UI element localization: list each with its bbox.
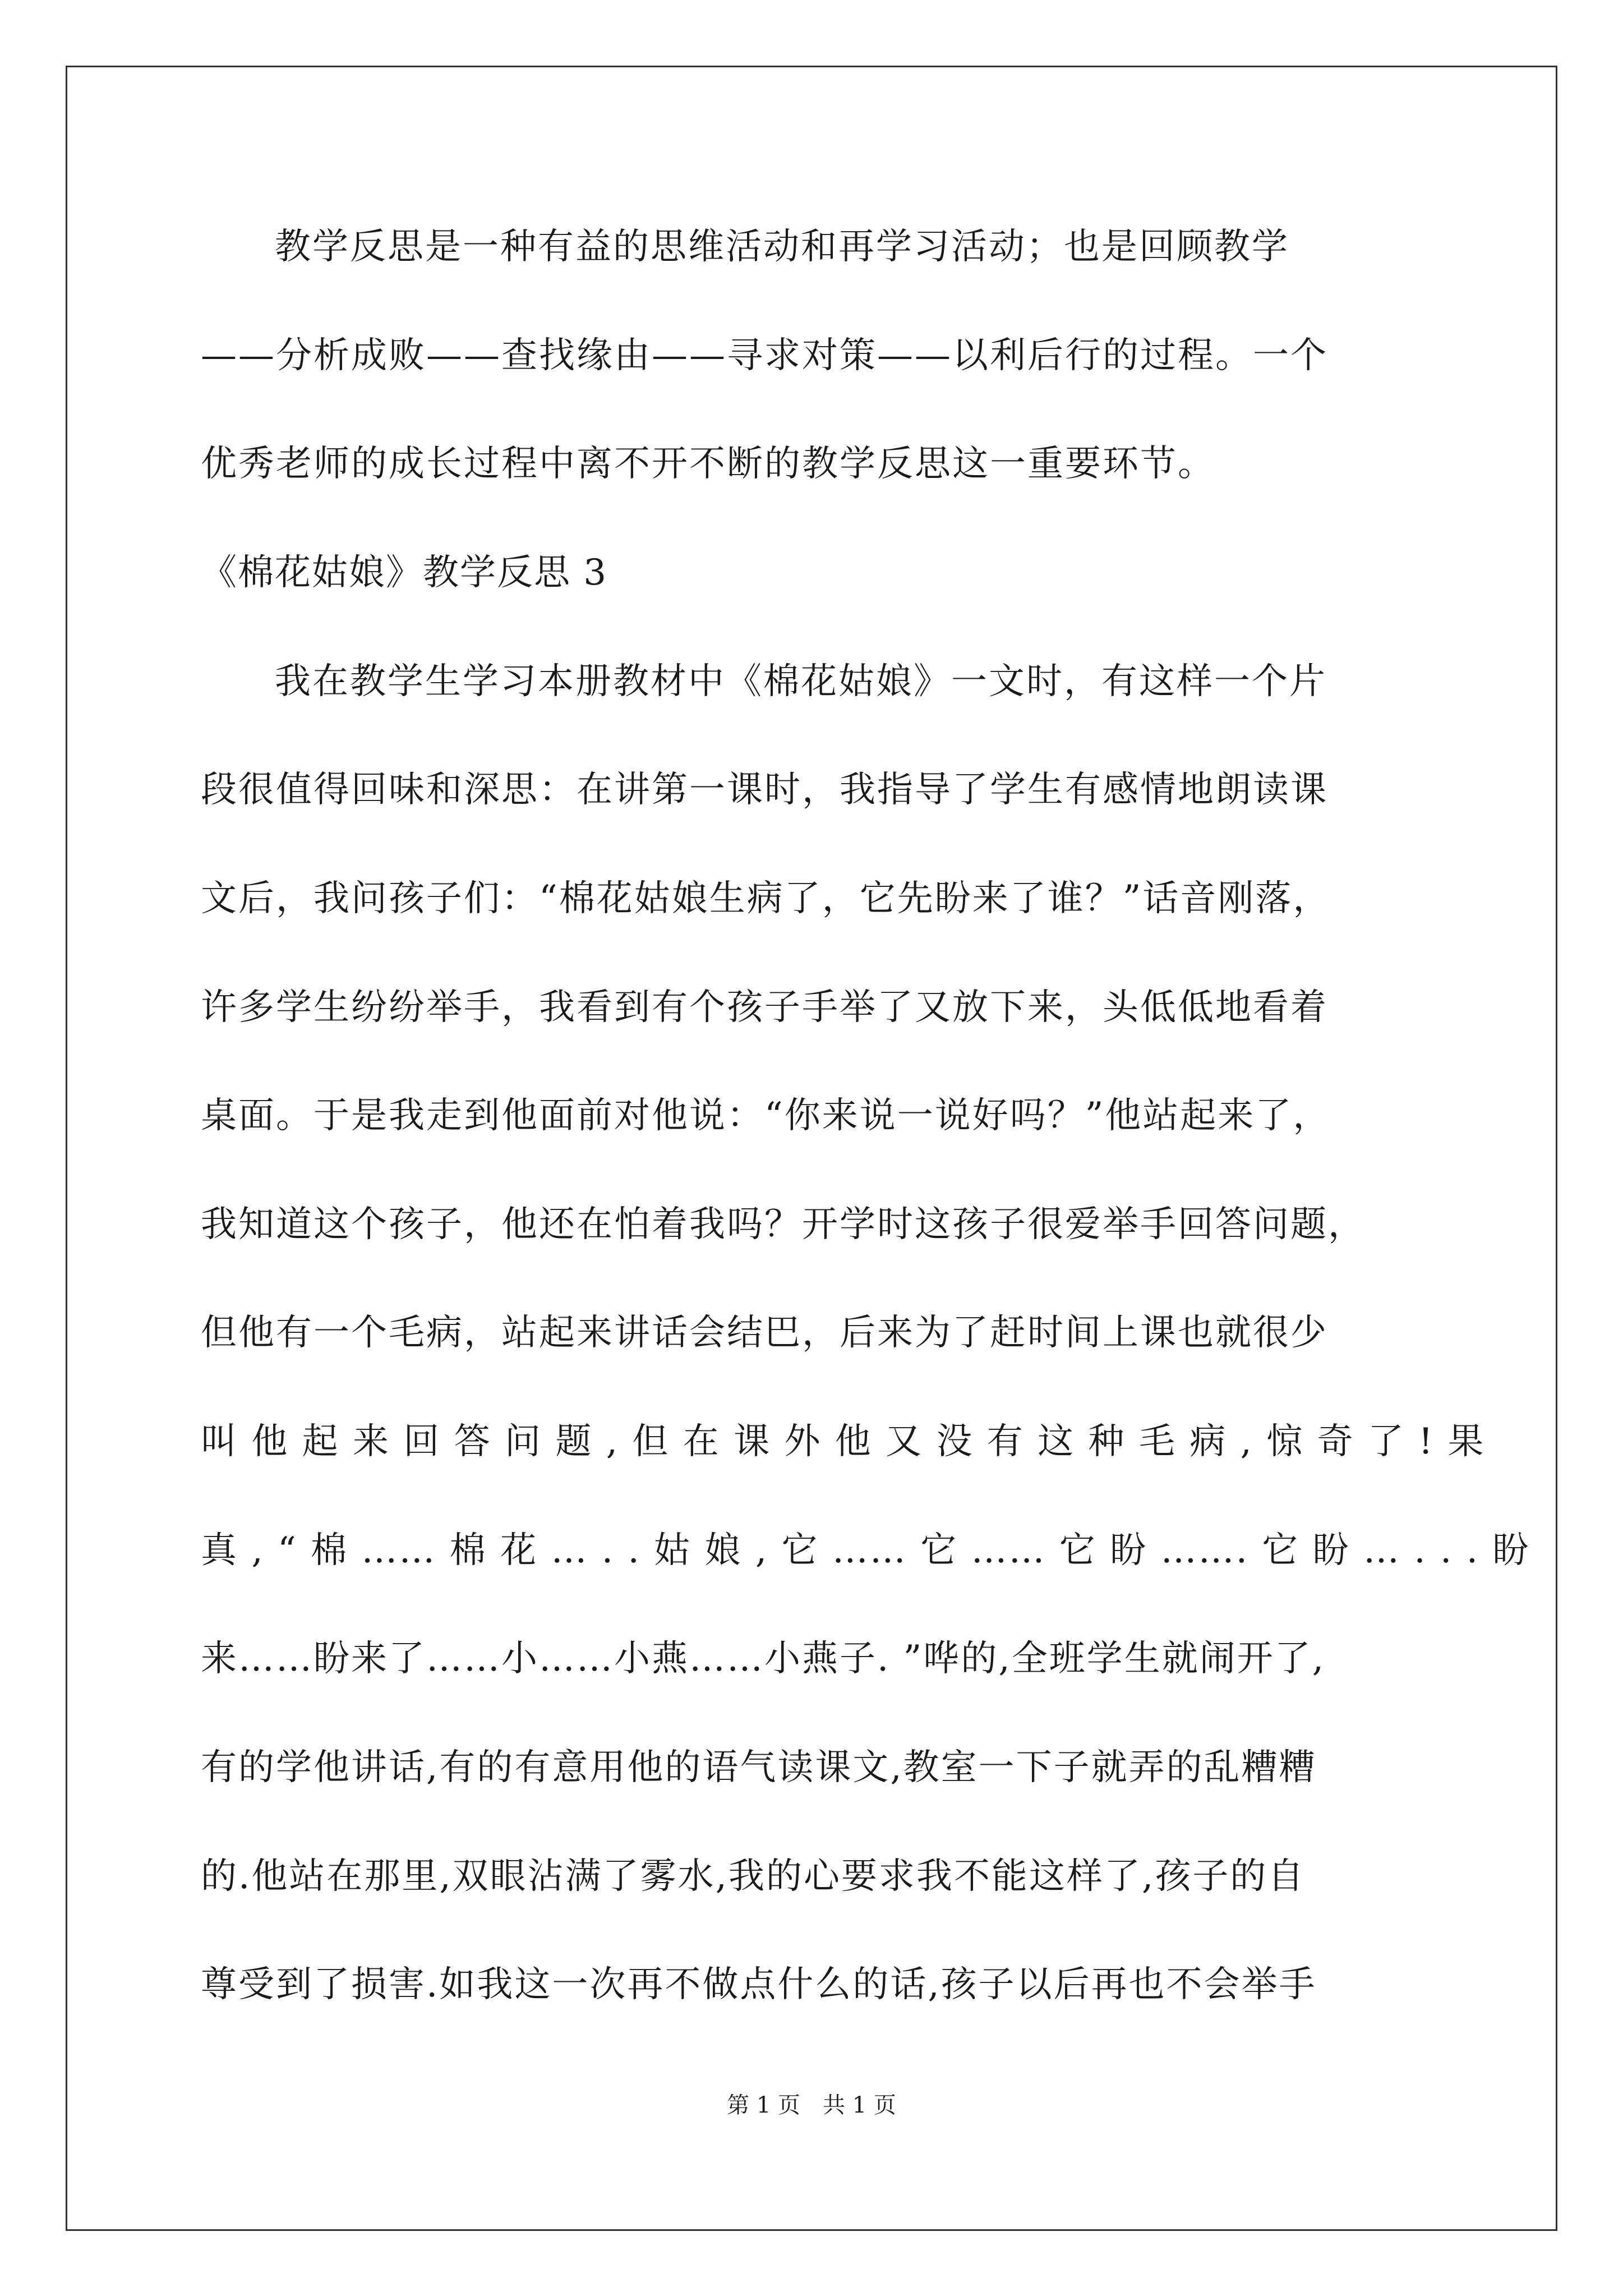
body-paragraph-line: 文后，我问孩子们：“棉花姑娘生病了，它先盼来了谁？”话音刚落， [201, 878, 1331, 919]
body-paragraph-line: 叫 他 起 来 回 答 问 题 , 但 在 课 外 他 又 没 有 这 种 毛 病 , 惊 奇 了 ! 果 [201, 1421, 1486, 1462]
intro-paragraph-line: 优秀老师的成长过程中离不开不断的教学反思这一重要环节。 [201, 443, 1215, 485]
page-border [66, 66, 1557, 2231]
section-title: 《棉花姑娘》教学反思 3 [201, 552, 608, 593]
body-paragraph-line: 但他有一个毛病，站起来讲话会结巴，后来为了赶时间上课也就很少 [201, 1312, 1328, 1354]
page-number-footer: 第 1 页 共 1 页 [727, 2092, 896, 2118]
body-paragraph-line: 许多学生纷纷举手，我看到有个孩子手举了又放下来，头低低地看着 [201, 987, 1328, 1028]
intro-paragraph-line: 教学反思是一种有益的思维活动和再学习活动；也是回顾教学 [275, 226, 1289, 268]
body-paragraph-line: 真 , “ 棉 …… 棉 花 … . . 姑 娘 , 它 …… 它 …… 它 盼 ……. 它 盼 … . . . 盼 [201, 1530, 1530, 1571]
body-paragraph-line: 段很值得回味和深思：在讲第一课时，我指导了学生有感情地朗读课 [201, 769, 1328, 811]
body-paragraph-line: 桌面。于是我走到他面前对他说：“你来说一说好吗？”他站起来了， [201, 1095, 1331, 1137]
body-paragraph-line: 我知道这个孩子，他还在怕着我吗？开学时这孩子很爱举手回答问题， [201, 1204, 1366, 1245]
body-paragraph-line: 我在教学生学习本册教材中《棉花姑娘》一文时，有这样一个片 [275, 661, 1327, 702]
body-paragraph-line: 来……盼来了……小……小燕……小燕子. ”哗的,全班学生就闹开了, [201, 1638, 1326, 1680]
intro-paragraph-line: ——分析成败——查找缘由——寻求对策——以利后行的过程。一个 [201, 335, 1328, 376]
body-paragraph-line: 有的学他讲话,有的有意用他的语气读课文,教室一下子就弄的乱糟糟 [201, 1747, 1317, 1788]
body-paragraph-line: 尊受到了损害.如我这一次再不做点什么的话,孩子以后再也不会举手 [201, 1964, 1317, 2005]
body-paragraph-line: 的.他站在那里,双眼沾满了雾水,我的心要求我不能这样了,孩子的自 [201, 1856, 1306, 1897]
